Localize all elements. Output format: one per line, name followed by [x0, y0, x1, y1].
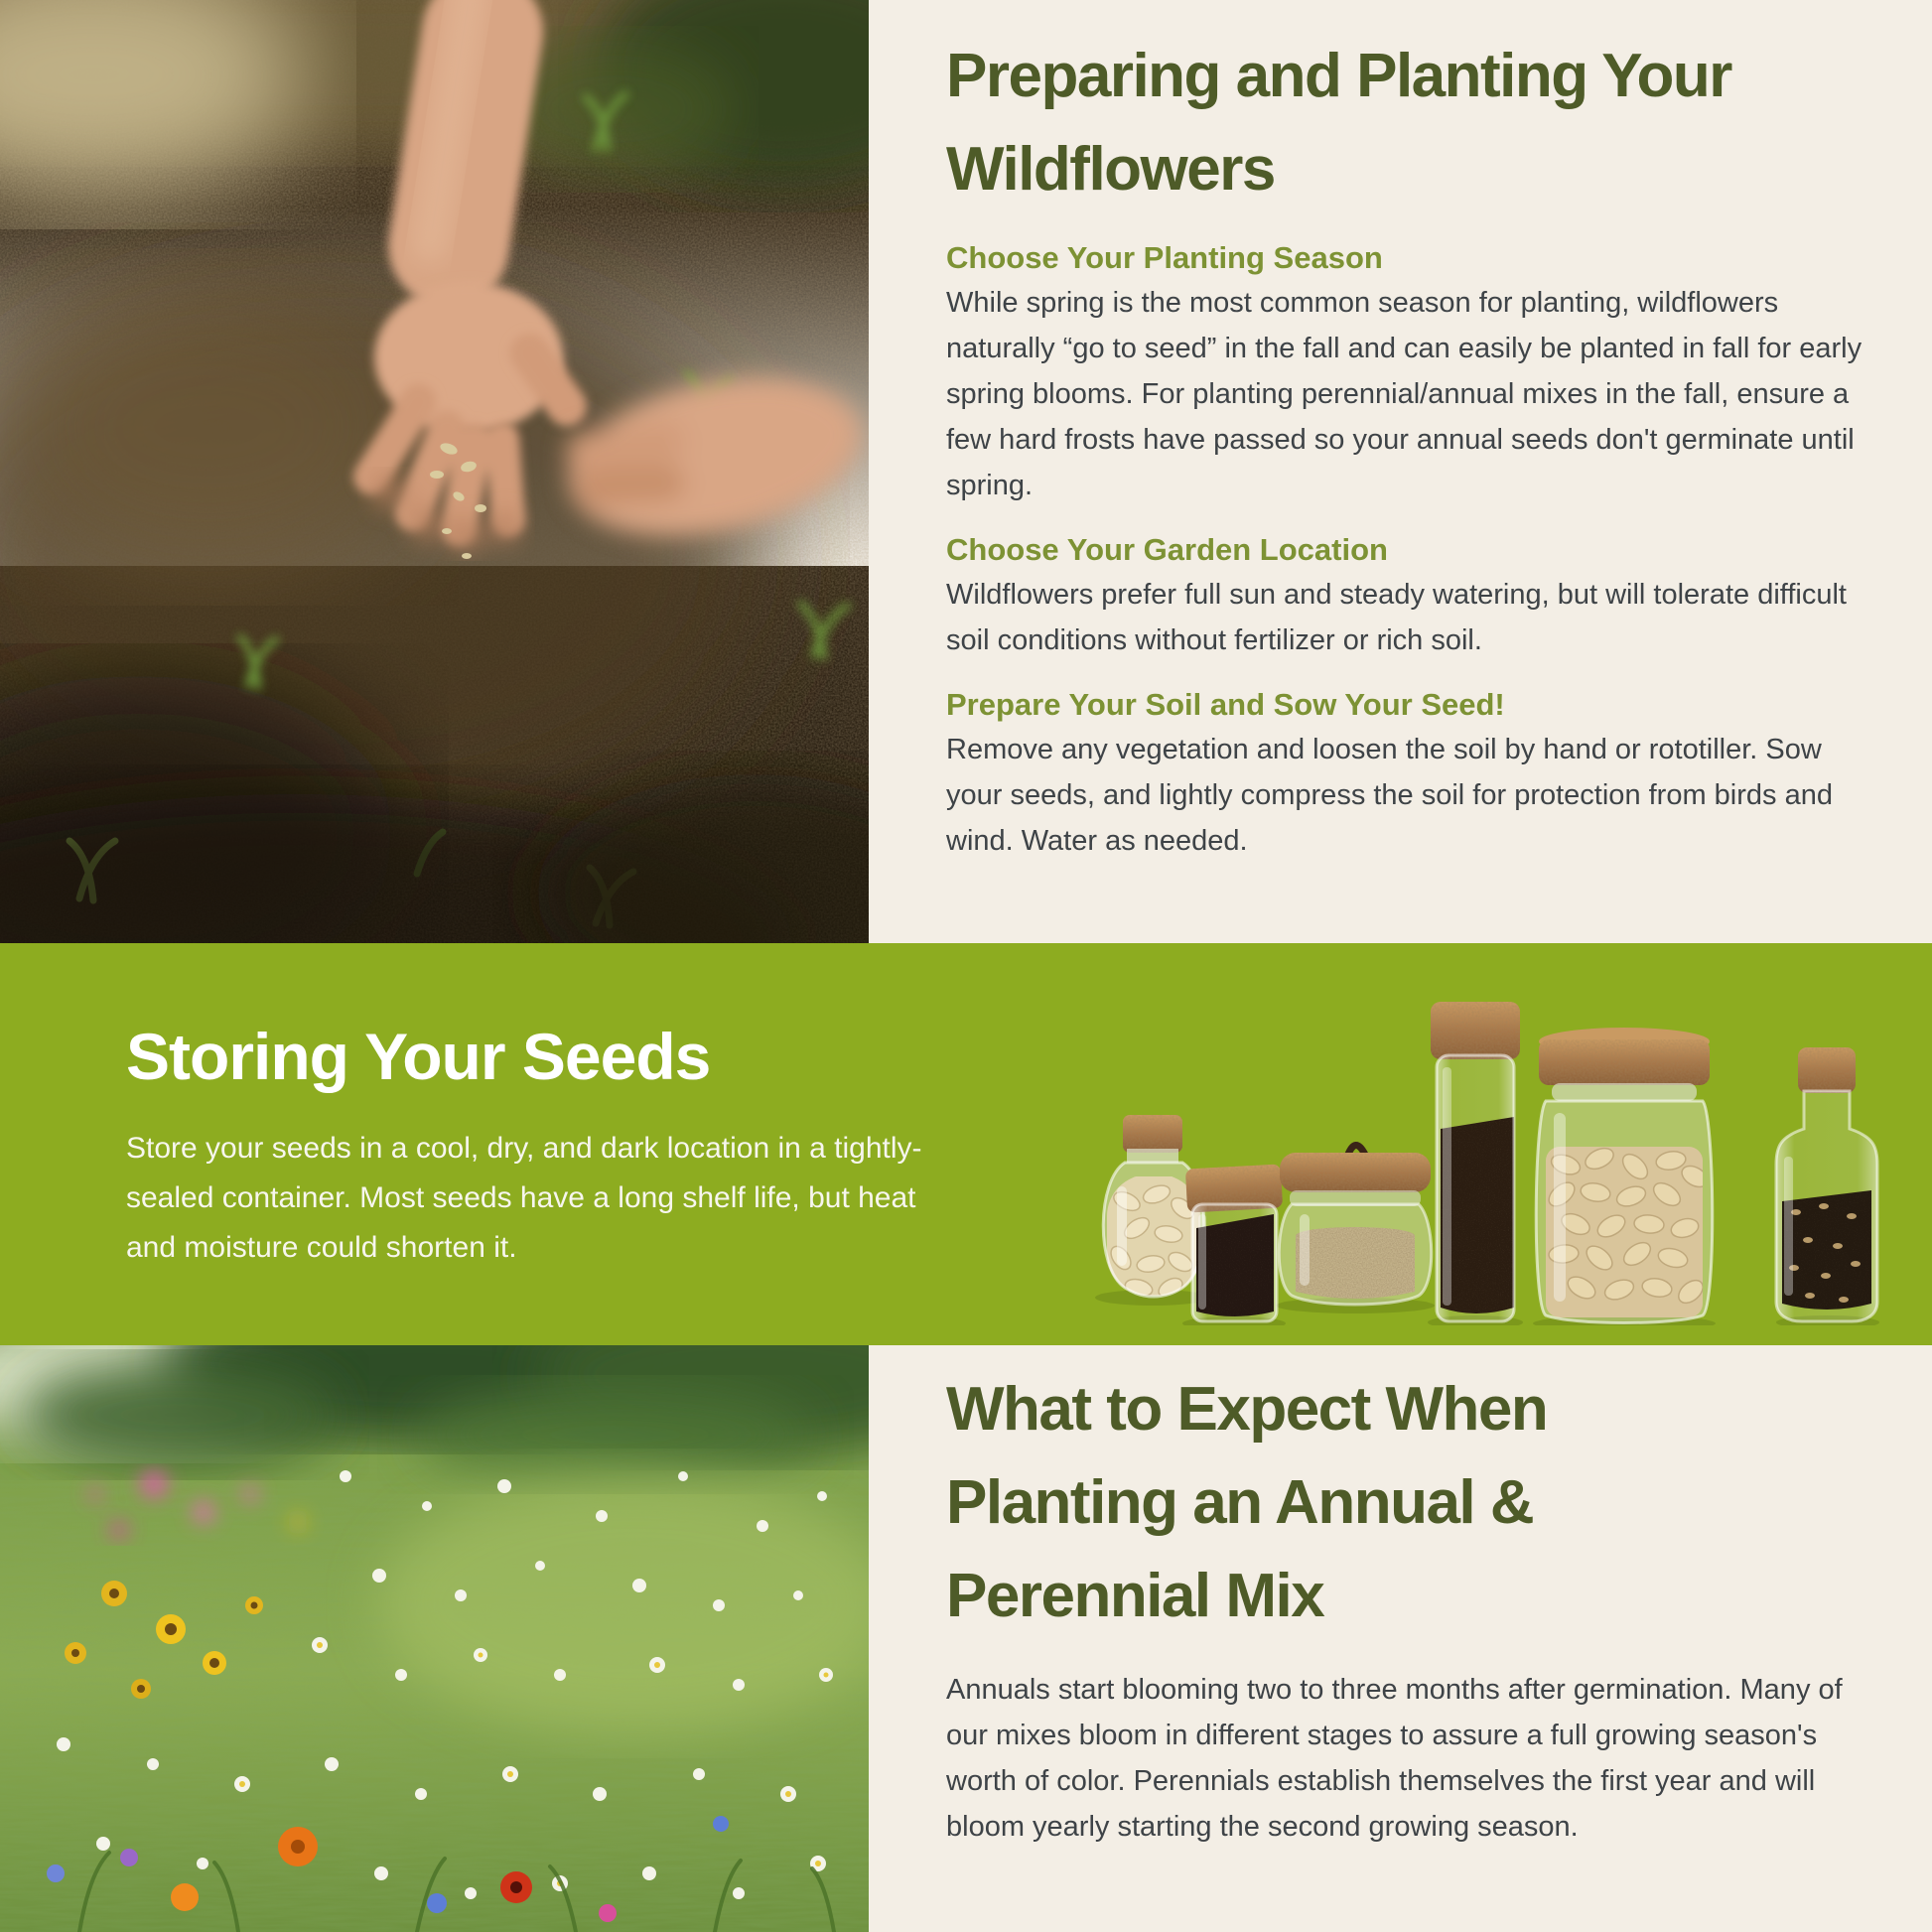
storing-body: Store your seeds in a cool, dry, and dark location in a tightly-sealed container. Most seeds have a long shelf life, but heat and moisture could shorten it.	[126, 1132, 922, 1264]
pumpkin-seed-jar	[1536, 1028, 1713, 1323]
wildflower-meadow-photo	[0, 1345, 869, 1932]
garden-location-body: Wildflowers prefer full sun and steady watering, but will tolerate difficult soil conditions without fertilizer or rich soil.	[946, 579, 1847, 656]
subsection-garden-location	[946, 530, 1884, 663]
preparing-title: Preparing and Planting Your Wildflowers	[946, 42, 1731, 204]
planting-season-body: While spring is the most common season for planting, wildflowers naturally “go to seed” in the fall and can easily be planted in fall for early spring blooms. For planting perennial/annual mixes in the fall, ensure a few hard frosts have passed so your annual seeds don't germinate until spring.	[946, 287, 1863, 501]
preparing-panel	[869, 0, 1932, 943]
planting-season-heading: Choose Your Planting Season	[946, 240, 1383, 275]
prepare-soil-body: Remove any vegetation and loosen the soil by hand or rototiller. Sow your seeds, and lightly compress the soil for protection from birds and wind. Water as needed.	[946, 734, 1833, 857]
subsection-prepare-soil	[946, 685, 1884, 864]
section-expect	[0, 1345, 1932, 1932]
garden-location-heading: Choose Your Garden Location	[946, 532, 1388, 567]
storing-title: Storing Your Seeds	[126, 1020, 711, 1093]
sowing-seeds-photo	[0, 0, 869, 943]
expect-body: Annuals start blooming two to three months after germination. Many of our mixes bloom in different stages to assure a full growing season's worth of color. Perennials establish themselves the first year and will bloom yearly starting the second growing season.	[946, 1674, 1843, 1843]
storing-text-block	[126, 943, 1020, 1273]
subsection-planting-season	[946, 238, 1884, 508]
seed-jars-photo	[1087, 998, 1881, 1325]
prepare-soil-heading: Prepare Your Soil and Sow Your Seed!	[946, 687, 1505, 722]
dark-seed-jar	[1185, 1165, 1283, 1321]
expect-title: What to Expect When Planting an Annual & Perennial Mix	[946, 1375, 1548, 1630]
tall-seed-tube	[1431, 1002, 1520, 1321]
section-preparing	[0, 0, 1932, 943]
expect-panel	[869, 1345, 1932, 1932]
mixed-seed-bottle	[1776, 1047, 1877, 1321]
sandy-seed-jar	[1279, 1145, 1432, 1305]
section-storing	[0, 943, 1932, 1345]
